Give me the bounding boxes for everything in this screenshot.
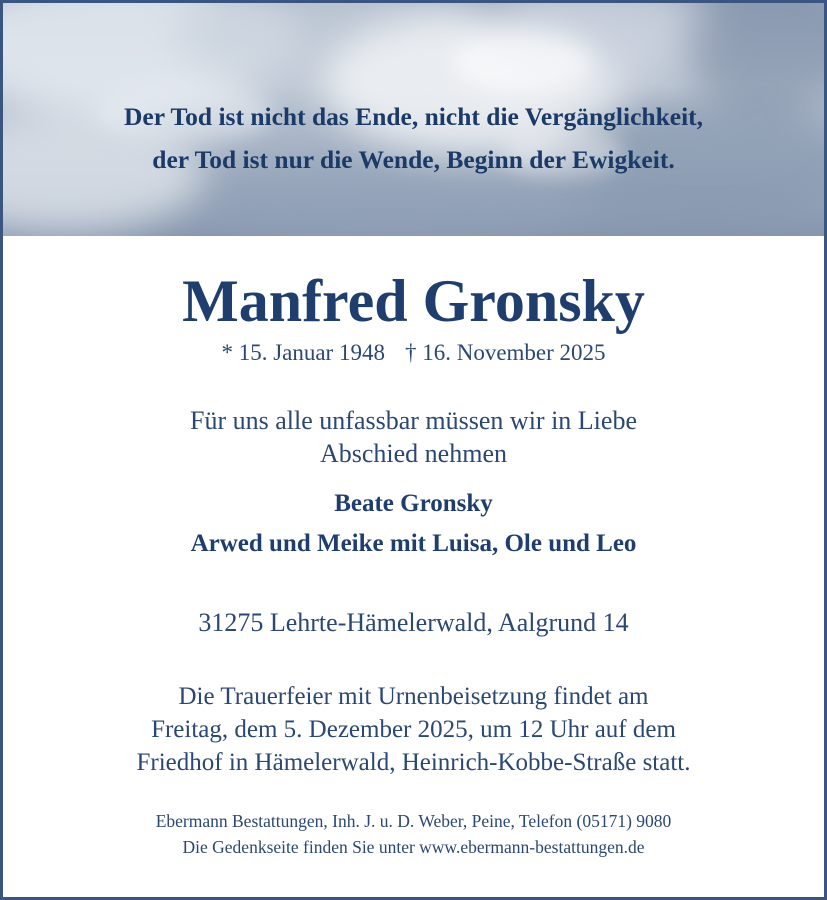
memorial-website-info: Die Gedenkseite finden Sie unter www.ebermann-bestattungen.de: [182, 837, 645, 857]
service-line-3: Friedhof in Hämelerwald, Heinrich-Kobbe-Straße statt.: [136, 749, 691, 776]
funeral-home-footer: [3, 808, 824, 860]
quote-line-1: Der Tod ist nicht das Ende, nicht die Vergänglichkeit,: [123, 102, 704, 131]
family-address: 31275 Lehrte-Hämelerwald, Aalgrund 14: [198, 608, 629, 637]
farewell-line-1: Für uns alle unfassbar müssen wir in Liebe: [190, 406, 637, 435]
funeral-service-info: [3, 680, 824, 779]
farewell-text: [3, 404, 824, 470]
family-line-2: Arwed und Meike mit Luisa, Ole und Leo: [190, 530, 637, 557]
quote-line-2: der Tod ist nur die Wende, Beginn der Ewigkeit.: [152, 145, 675, 174]
deceased-name: Manfred Gronsky: [182, 268, 645, 334]
family-line-1: Beate Gronsky: [334, 490, 493, 517]
mourning-family: [3, 484, 824, 564]
birth-date: * 15. Januar 1948: [221, 340, 385, 365]
funeral-home-contact: Ebermann Bestattungen, Inh. J. u. D. Weber, Peine, Telefon (05171) 9080: [155, 811, 672, 831]
life-dates: [3, 340, 824, 366]
service-line-1: Die Trauerfeier mit Urnenbeisetzung findet am: [178, 683, 649, 710]
death-date: † 16. November 2025: [404, 340, 606, 365]
service-line-2: Freitag, dem 5. Dezember 2025, um 12 Uhr auf dem: [151, 716, 676, 743]
farewell-line-2: Abschied nehmen: [319, 439, 507, 468]
sky-background-image: [3, 3, 824, 236]
memorial-quote: [3, 95, 824, 181]
